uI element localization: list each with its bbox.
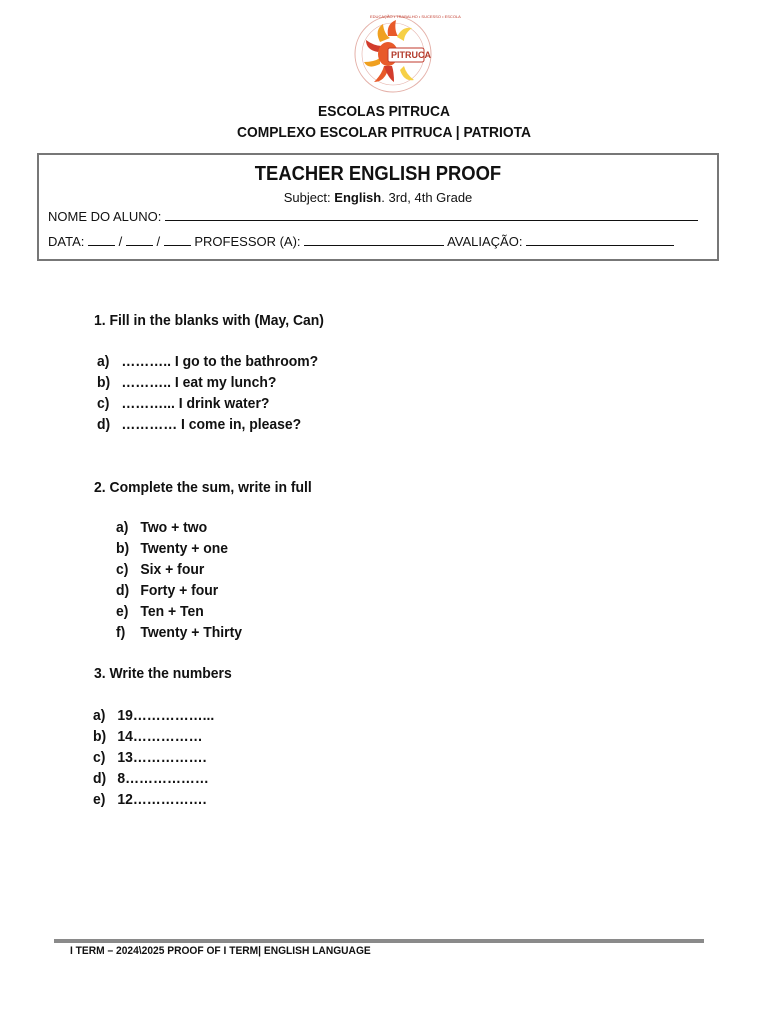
- list-item: [97, 395, 269, 412]
- item-label: a): [116, 519, 129, 536]
- item-text: Two + two: [140, 519, 208, 536]
- item-text: 8………………: [117, 770, 209, 787]
- item-label: c): [116, 561, 129, 578]
- list-item: [97, 374, 276, 391]
- date-day-field[interactable]: [88, 234, 115, 246]
- item-text: ………... I drink water?: [121, 395, 270, 412]
- item-text: ………… I come in, please?: [121, 416, 302, 433]
- item-text: 12…………….: [117, 791, 207, 808]
- list-item: [116, 582, 218, 599]
- item-label: c): [97, 395, 110, 412]
- item-text: 19……………...: [117, 707, 215, 724]
- item-label: f): [116, 624, 126, 641]
- date-month-field[interactable]: [126, 234, 153, 246]
- list-item: [116, 603, 204, 620]
- student-name-label: NOME DO ALUNO:: [48, 209, 162, 224]
- subject-grade: . 3rd, 4th Grade: [381, 190, 473, 205]
- list-item: [97, 416, 301, 433]
- date-label: DATA:: [48, 234, 85, 249]
- school-complex: COMPLEXO ESCOLAR PITRUCA | PATRIOTA: [237, 124, 531, 141]
- item-text: Twenty + Thirty: [140, 624, 243, 641]
- list-item: [116, 561, 204, 578]
- list-item: [93, 707, 214, 724]
- question-2-title: 2. Complete the sum, write in full: [94, 479, 312, 496]
- subject-line: [39, 190, 717, 205]
- item-text: Six + four: [140, 561, 205, 578]
- date-separator: /: [118, 234, 123, 249]
- date-separator: /: [156, 234, 161, 249]
- student-name-row: [48, 209, 698, 224]
- footer-text: I TERM – 2024\2025 PROOF OF I TERM| ENGLISH LANGUAGE: [70, 945, 371, 957]
- item-text: ……….. I eat my lunch?: [121, 374, 277, 391]
- teacher-field[interactable]: [304, 234, 444, 246]
- question-1-title: 1. Fill in the blanks with (May, Can): [94, 312, 324, 329]
- item-text: Ten + Ten: [140, 603, 204, 620]
- teacher-label: PROFESSOR (A):: [194, 234, 301, 249]
- student-name-field[interactable]: [165, 209, 698, 221]
- list-item: [93, 749, 206, 766]
- header-box: [37, 153, 719, 261]
- item-text: Twenty + one: [140, 540, 229, 557]
- item-label: d): [116, 582, 130, 599]
- item-label: e): [116, 603, 129, 620]
- logo-text: PITRUCA: [391, 50, 431, 60]
- item-label: e): [93, 791, 106, 808]
- evaluation-field[interactable]: [526, 234, 674, 246]
- item-label: b): [116, 540, 130, 557]
- evaluation-label: AVALIAÇÃO:: [447, 234, 523, 249]
- list-item: [116, 540, 228, 557]
- list-item: [93, 791, 206, 808]
- item-label: a): [93, 707, 106, 724]
- item-text: Forty + four: [140, 582, 219, 599]
- item-label: a): [97, 353, 110, 370]
- list-item: [116, 519, 207, 536]
- list-item: [116, 624, 242, 641]
- school-name: ESCOLAS PITRUCA: [318, 103, 450, 120]
- item-label: d): [93, 770, 107, 787]
- date-year-field[interactable]: [164, 234, 191, 246]
- item-label: b): [93, 728, 107, 745]
- page-title: TEACHER ENGLISH PROOF: [254, 163, 502, 185]
- item-text: ……….. I go to the bathroom?: [121, 353, 319, 370]
- question-3-title: 3. Write the numbers: [94, 665, 232, 682]
- item-text: 14……………: [117, 728, 203, 745]
- item-label: c): [93, 749, 106, 766]
- item-label: d): [97, 416, 111, 433]
- list-item: [93, 770, 209, 787]
- item-text: 13…………….: [117, 749, 207, 766]
- item-label: b): [97, 374, 111, 391]
- list-item: [97, 353, 318, 370]
- date-teacher-row: [48, 234, 674, 249]
- footer-divider: [54, 939, 704, 943]
- school-logo-icon: [350, 12, 461, 96]
- subject-name: English: [334, 190, 382, 205]
- subject-prefix: Subject:: [283, 190, 335, 205]
- list-item: [93, 728, 203, 745]
- logo-ring-text: EDUCAÇÃO • TRABALHO • SUCESSO • ESCOLA: [370, 14, 461, 19]
